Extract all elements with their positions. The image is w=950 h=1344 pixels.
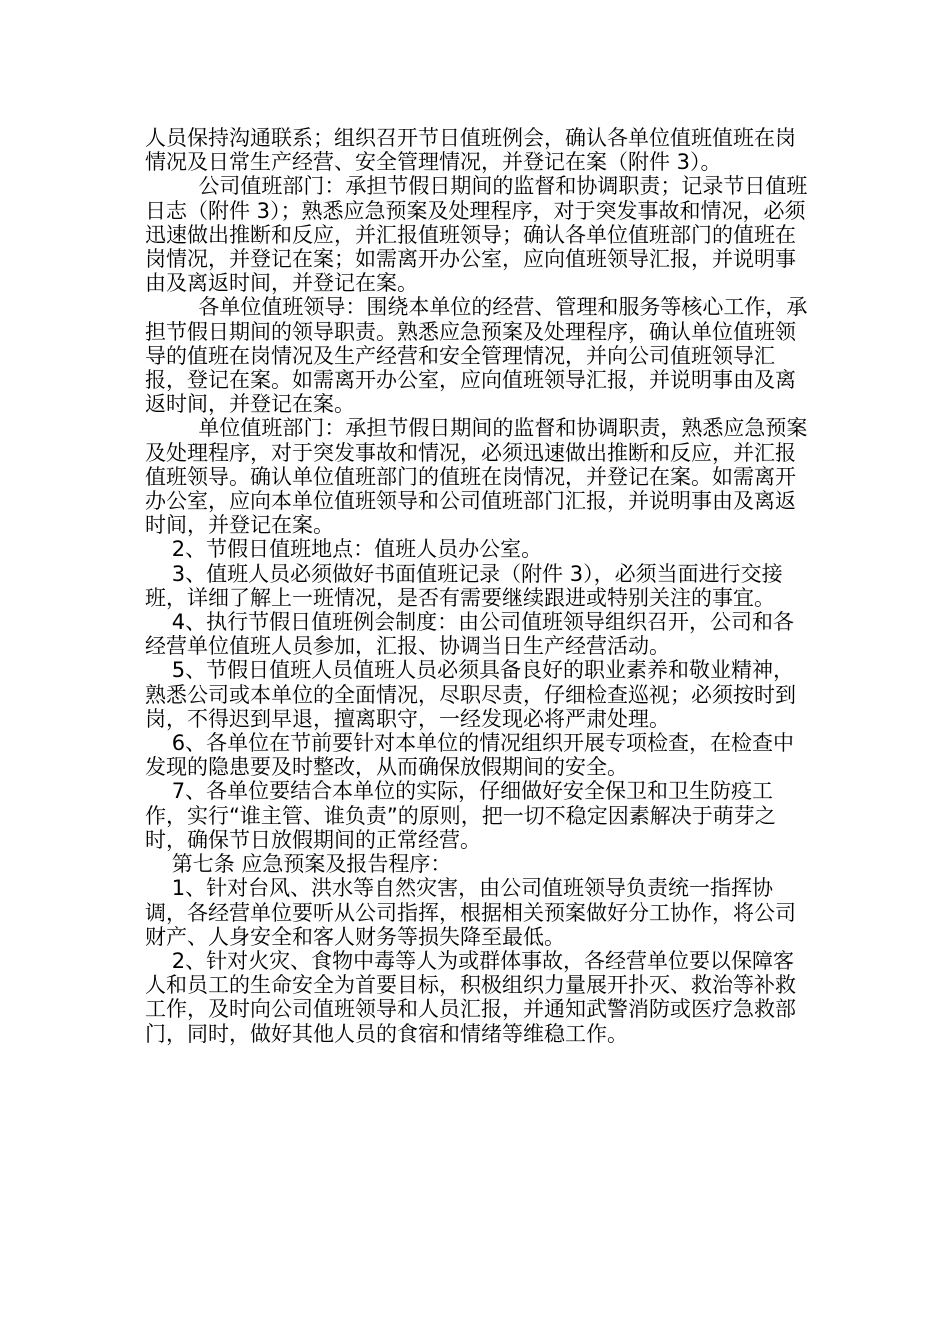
document-body	[145, 126, 810, 1046]
paragraph-item-7: 7、各单位要结合本单位的实际，仔细做好安全保卫和卫生防疫工作，实行“谁主管、谁负责”的原则，把一切不稳定因素解决于萌芽之时，确保节日放假期间的正常经营。	[145, 779, 776, 852]
paragraph-item-6: 6、各单位在节前要针对本单位的情况组织开展专项检查，在检查中发现的隐患要及时整改，从而确保放假期间的安全。	[145, 731, 795, 780]
paragraph-emergency-2: 2、针对火灾、食物中毒等人为或群体事故，各经营单位要以保障客人和员工的生命安全为首要目标，积极组织力量展开扑灭、救治等补救工作，及时向公司值班领导和人员汇报，并通知武警消防或医疗急救部门，同时，做好其他人员的食宿和情绪等维稳工作。	[145, 948, 796, 1046]
paragraph-unit-duty-dept: 单位值班部门：承担节假日期间的监督和协调职责，熟悉应急预案及处理程序，对于突发事故和情况，必须迅速做出推断和反应，并汇报值班领导。确认单位值班部门的值班在岗情况，并登记在案。如需离开办公室，应向本单位值班领导和公司值班部门汇报，并说明事由及离返时间，并登记在案。	[145, 416, 808, 538]
section-heading-article-7: 第七条 应急预案及报告程序：	[145, 852, 452, 877]
paragraph-duty-contact: 人员保持沟通联系；组织召开节日值班例会，确认各单位值班值班在岗情况及日常生产经营、安全管理情况，并登记在案（附件 3）。	[145, 126, 796, 175]
paragraph-item-3: 3、值班人员必须做好书面值班记录（附件 3），必须当面进行交接班，详细了解上一班情况，是否有需要继续跟进或特别关注的事宜。	[145, 561, 783, 610]
paragraph-item-5: 5、节假日值班人员值班人员必须具备良好的职业素养和敬业精神，熟悉公司或本单位的全面情况，尽职尽责，仔细检查巡视；必须按时到岗，不得迟到早退，擅离职守，一经发现必将严肃处理。	[145, 658, 796, 731]
paragraph-item-2: 2、节假日值班地点：值班人员办公室。	[145, 537, 543, 562]
paragraph-emergency-1: 1、针对台风、洪水等自然灾害，由公司值班领导负责统一指挥协调，各经营单位要听从公司指挥，根据相关预案做好分工协作，将公司财产、人身安全和客人财务等损失降至最低。	[145, 876, 796, 949]
paragraph-unit-duty-leader: 各单位值班领导：围绕本单位的经营、管理和服务等核心工作，承担节假日期间的领导职责。熟悉应急预案及处理程序，确认单位值班领导的值班在岗情况及生产经营和安全管理情况，并向公司值班领导汇报，登记在案。如需离开办公室，应向值班领导汇报，并说明事由及离返时间，并登记在案。	[145, 295, 808, 417]
paragraph-company-duty-dept: 公司值班部门：承担节假日期间的监督和协调职责；记录节日值班日志（附件 3）；熟悉应急预案及处理程序，对于突发事故和情况，必须迅速做出推断和反应，并汇报值班领导；确认各单位值班部门的值班在岗情况，并登记在案；如需离开办公室，应向值班领导汇报，并说明事由及离返时间，并登记在案。	[145, 174, 808, 296]
paragraph-item-4: 4、执行节假日值班例会制度：由公司值班领导组织召开，公司和各经营单位值班人员参加，汇报、协调当日生产经营活动。	[145, 610, 795, 659]
